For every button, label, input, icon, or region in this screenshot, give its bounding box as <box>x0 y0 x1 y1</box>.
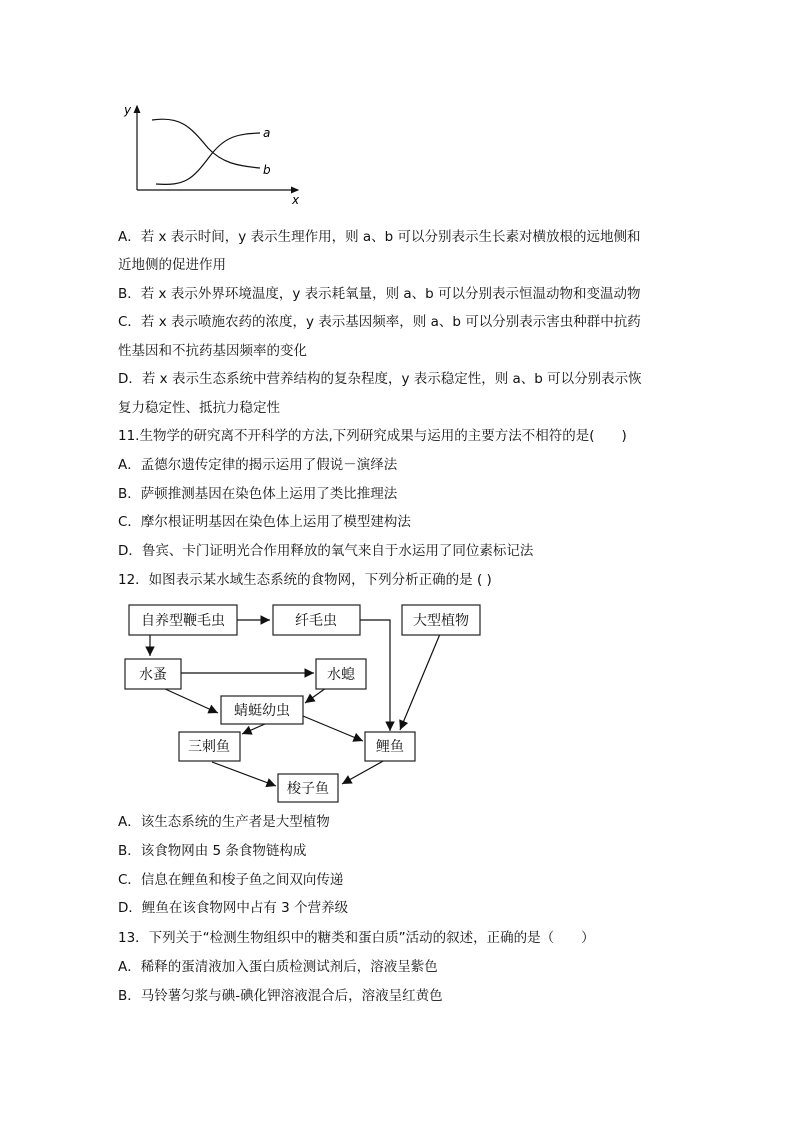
node-hydra <box>316 659 366 689</box>
q11-option-a: A．孟德尔遗传定律的揭示运用了假说－演绎法 <box>118 457 398 473</box>
q12-option-d: D．鲤鱼在该食物网中占有 3 个营养级 <box>118 900 349 916</box>
q12-option-a: A．该生态系统的生产者是大型植物 <box>118 814 330 830</box>
q11-option-b: B．萨顿推测基因在染色体上运用了类比推理法 <box>118 486 398 502</box>
curve-a-label: a <box>263 126 271 140</box>
food-web-diagram <box>0 598 794 808</box>
q10-option-b: B．若 x 表示外界环境温度，y 表示耗氧量，则 a、b 可以分别表示恒温动物和变温动物 <box>118 286 641 302</box>
q10-option-c-line2: 性基因和不抗药基因频率的变化 <box>118 343 307 359</box>
arrow-carp-to-pike <box>342 760 385 784</box>
curve-b-label: b <box>263 163 271 177</box>
q12-option-b: B．该食物网由 5 条食物链构成 <box>118 843 307 859</box>
node-large-plant <box>402 605 480 635</box>
node-water-flea-label: 水蚤 <box>139 667 167 683</box>
node-autotrophic-flagellate <box>129 605 237 635</box>
y-axis-label: y <box>124 103 132 117</box>
node-autotrophic-flagellate-label: 自养型鞭毛虫 <box>141 613 225 629</box>
arrow-dragonfly-to-carp <box>303 716 363 741</box>
arrow-plant-to-carp <box>400 634 440 730</box>
node-carp <box>365 732 415 761</box>
q12-stem: 12．如图表示某水域生态系统的食物网，下列分析正确的是 ( ) <box>118 572 492 588</box>
q10-option-a-line2: 近地侧的促进作用 <box>118 257 226 273</box>
node-hydra-label: 水螅 <box>327 667 355 683</box>
node-stickleback <box>179 732 240 761</box>
arrow-stickleback-to-pike <box>212 762 276 786</box>
node-large-plant-label: 大型植物 <box>413 613 469 629</box>
q11-stem: 11.生物学的研究离不开科学的方法,下列研究成果与运用的主要方法不相符的是( ) <box>118 428 627 444</box>
q10-option-d-line1: D．若 x 表示生态系统中营养结构的复杂程度，y 表示稳定性，则 a、b 可以分别表示恢 <box>118 371 642 387</box>
arrow-dragonfly-to-stickleback <box>242 724 265 734</box>
node-pike <box>278 774 338 802</box>
node-ciliate-label: 纤毛虫 <box>295 613 337 629</box>
q11-option-d: D．鲁宾、卡门证明光合作用释放的氧气来自于水运用了同位素标记法 <box>118 543 534 559</box>
node-carp-label: 鲤鱼 <box>376 739 404 755</box>
x-axis-label: x <box>292 193 300 207</box>
curve-graph <box>120 98 310 208</box>
node-ciliate <box>273 605 360 635</box>
node-dragonfly-larva-label: 蜻蜓幼虫 <box>234 703 290 719</box>
node-water-flea <box>125 659 181 689</box>
curve-a <box>156 133 260 184</box>
node-pike-label: 梭子鱼 <box>287 781 329 797</box>
arrow-hydra-to-dragonfly <box>305 688 326 703</box>
q13-option-b: B．马铃薯匀浆与碘-碘化钾溶液混合后，溶液呈红黄色 <box>118 988 443 1004</box>
q11-option-c: C．摩尔根证明基因在染色体上运用了模型建构法 <box>118 514 411 530</box>
q10-option-c-line1: C．若 x 表示喷施农药的浓度，y 表示基因频率，则 a、b 可以分别表示害虫种群中抗药 <box>118 314 641 330</box>
q12-option-c: C．信息在鲤鱼和梭子鱼之间双向传递 <box>118 872 344 888</box>
node-stickleback-label: 三刺鱼 <box>188 739 230 755</box>
arrow-waterflea-to-dragonfly <box>163 688 218 713</box>
q10-option-a-line1: A．若 x 表示时间，y 表示生理作用，则 a、b 可以分别表示生长素对横放根的远地侧和 <box>118 229 641 245</box>
q10-option-d-line2: 复力稳定性、抵抗力稳定性 <box>118 400 280 416</box>
q13-option-a: A．稀释的蛋清液加入蛋白质检测试剂后，溶液呈紫色 <box>118 959 438 975</box>
node-dragonfly-larva <box>221 696 303 724</box>
q13-stem: 13．下列关于“检测生物组织中的糖类和蛋白质”活动的叙述，正确的是（ ） <box>118 930 595 946</box>
